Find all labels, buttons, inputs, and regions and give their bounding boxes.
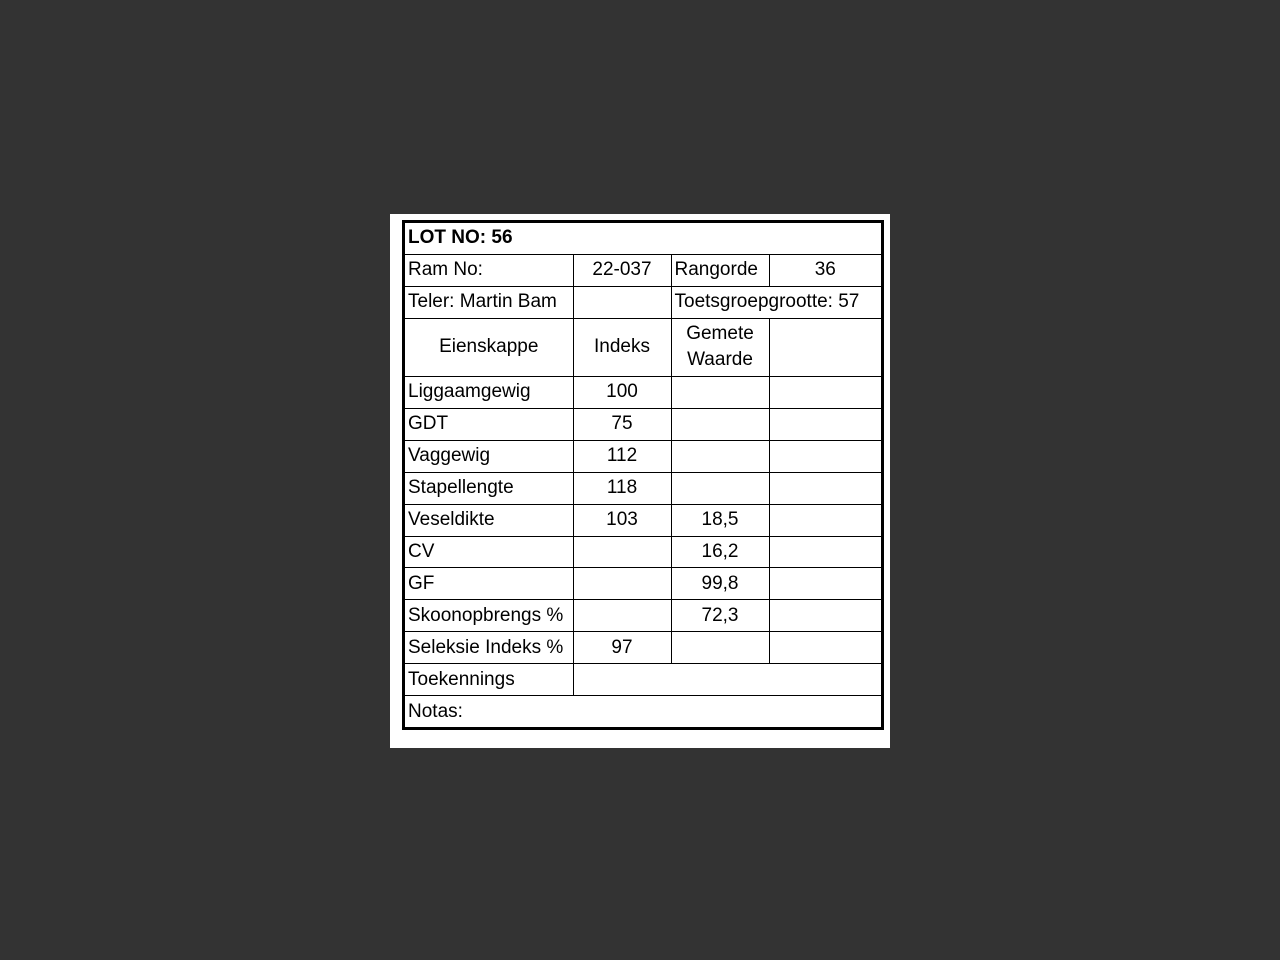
header-extra <box>769 318 881 376</box>
breeder: Teler: Martin Bam <box>405 286 573 318</box>
awards-row <box>405 664 881 696</box>
lot-table <box>405 223 881 727</box>
lot-card <box>402 220 884 730</box>
breeder-row <box>405 286 881 318</box>
extra-cell <box>769 600 881 632</box>
trait-cell: GF <box>405 568 573 600</box>
rank-value: 36 <box>769 254 881 286</box>
extra-cell <box>769 440 881 472</box>
table-row <box>405 472 881 504</box>
measured-cell <box>671 440 769 472</box>
title-row <box>405 223 881 254</box>
extra-cell <box>769 408 881 440</box>
extra-cell <box>769 632 881 664</box>
table-row <box>405 632 881 664</box>
measured-cell: 99,8 <box>671 568 769 600</box>
index-cell <box>573 536 671 568</box>
measured-cell: 18,5 <box>671 504 769 536</box>
trait-cell: Veseldikte <box>405 504 573 536</box>
trait-cell: Vaggewig <box>405 440 573 472</box>
table-row <box>405 440 881 472</box>
table-row <box>405 408 881 440</box>
ram-no-value: 22-037 <box>573 254 671 286</box>
notes-row <box>405 696 881 727</box>
index-cell: 112 <box>573 440 671 472</box>
rank-label: Rangorde <box>671 254 769 286</box>
table-row <box>405 568 881 600</box>
index-cell: 97 <box>573 632 671 664</box>
measured-cell <box>671 376 769 408</box>
measured-cell: 16,2 <box>671 536 769 568</box>
index-cell: 100 <box>573 376 671 408</box>
trait-cell: GDT <box>405 408 573 440</box>
measured-cell <box>671 408 769 440</box>
measured-cell <box>671 632 769 664</box>
trait-cell: Skoonopbrengs % <box>405 600 573 632</box>
header-index: Indeks <box>573 318 671 376</box>
table-row <box>405 504 881 536</box>
ram-row <box>405 254 881 286</box>
trait-cell: CV <box>405 536 573 568</box>
index-cell: 103 <box>573 504 671 536</box>
extra-cell <box>769 376 881 408</box>
awards-value <box>573 664 881 696</box>
table-row <box>405 536 881 568</box>
trait-cell: Seleksie Indeks % <box>405 632 573 664</box>
table-row <box>405 600 881 632</box>
header-row <box>405 318 881 376</box>
trait-cell: Liggaamgewig <box>405 376 573 408</box>
extra-cell <box>769 472 881 504</box>
header-measured-line1: Gemete <box>686 323 754 345</box>
test-group-size: Toetsgroepgrootte: 57 <box>671 286 881 318</box>
lot-title: LOT NO: 56 <box>405 223 881 254</box>
breeder-empty-cell <box>573 286 671 318</box>
table-row <box>405 376 881 408</box>
extra-cell <box>769 568 881 600</box>
header-traits: Eienskappe <box>405 318 573 376</box>
notes-label: Notas: <box>405 696 881 727</box>
index-cell <box>573 568 671 600</box>
trait-cell: Stapellengte <box>405 472 573 504</box>
extra-cell <box>769 504 881 536</box>
header-measured-line2: Waarde <box>687 349 753 371</box>
index-cell: 118 <box>573 472 671 504</box>
extra-cell <box>769 536 881 568</box>
measured-cell <box>671 472 769 504</box>
index-cell <box>573 600 671 632</box>
ram-no-label: Ram No: <box>405 254 573 286</box>
measured-cell: 72,3 <box>671 600 769 632</box>
header-measured <box>671 318 769 376</box>
index-cell: 75 <box>573 408 671 440</box>
awards-label: Toekennings <box>405 664 573 696</box>
document-sheet <box>390 214 890 748</box>
